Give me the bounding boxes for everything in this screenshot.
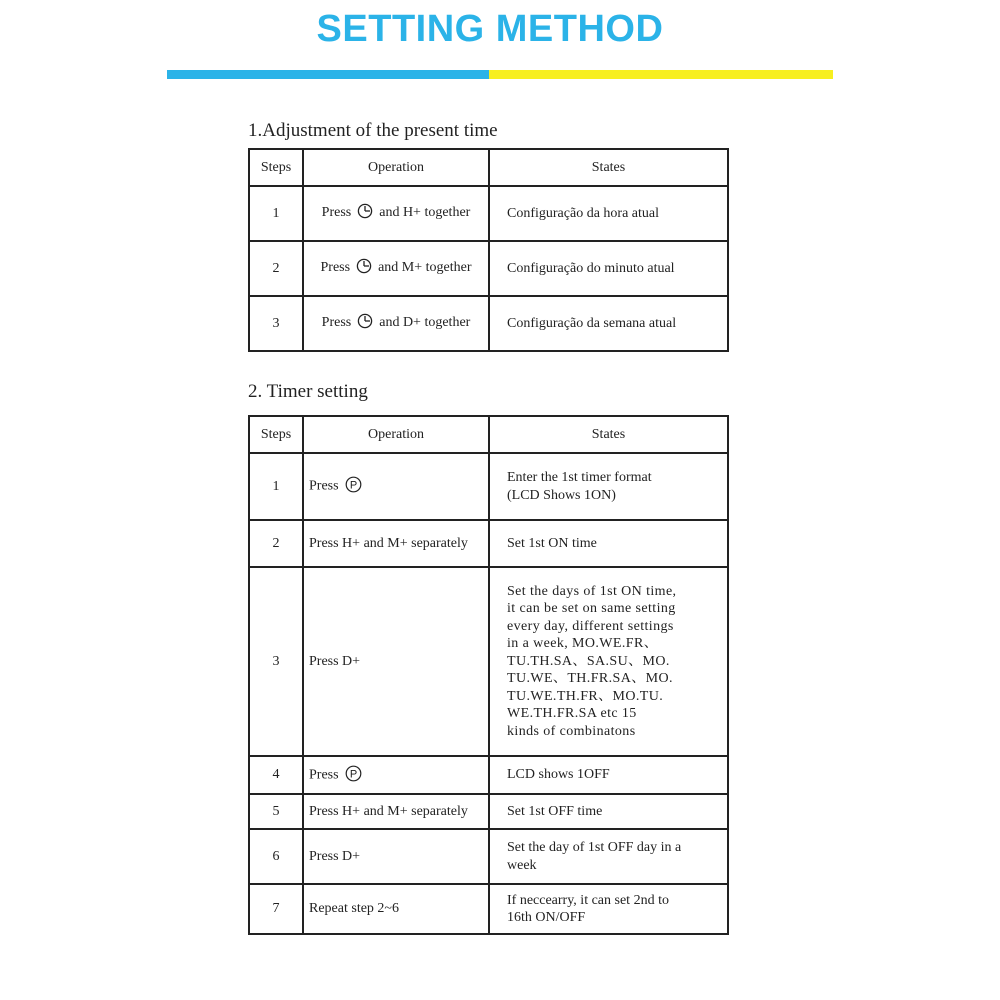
step-number: 5 [249,794,303,829]
state-cell: Configuração da hora atual [489,186,728,241]
header-states: States [489,149,728,186]
step-number: 3 [249,296,303,351]
step-number: 2 [249,520,303,567]
operation-cell [303,241,489,296]
state-cell: Configuração da semana atual [489,296,728,351]
state-cell: Set the day of 1st OFF day in a week [489,829,728,884]
svg-text:P: P [349,479,357,492]
table-row [249,186,728,241]
operation-cell [303,296,489,351]
operation-cell [303,453,489,520]
color-divider-bar [167,70,833,79]
operation-cell: Press H+ and M+ separately [303,794,489,829]
section-heading-timer-setting: 2. Timer setting [248,381,368,402]
clock-icon [357,313,373,329]
operation-suffix: and H+ together [379,205,471,221]
step-number: 3 [249,567,303,756]
operation-prefix: Press [321,315,352,331]
operation-cell: Repeat step 2~6 [303,884,489,934]
step-number: 2 [249,241,303,296]
operation-cell: Press H+ and M+ separately [303,520,489,567]
header-operation: Operation [303,149,489,186]
divider-blue-segment [167,70,489,79]
operation-prefix: Press [321,205,352,221]
table-row [249,241,728,296]
table-row [249,296,728,351]
clock-icon [356,258,372,274]
step-number: 7 [249,884,303,934]
operation-cell [303,756,489,794]
state-cell: LCD shows 1OFF [489,756,728,794]
operation-suffix: and D+ together [379,315,471,331]
table-row [249,520,728,567]
operation-prefix: Press [320,260,351,276]
state-cell: If neccearry, it can set 2nd to 16th ON/OFF [489,884,728,934]
page-title: SETTING METHOD [316,8,664,50]
step-number: 6 [249,829,303,884]
step-number: 4 [249,756,303,794]
table-header-row [249,149,728,186]
step-number: 1 [249,186,303,241]
p-button-icon [345,765,362,782]
timer-setting-table [248,415,729,935]
state-cell: Set 1st OFF time [489,794,728,829]
operation-cell: Press D+ [303,829,489,884]
state-cell: Configuração do minuto atual [489,241,728,296]
operation-cell: Press D+ [303,567,489,756]
header-steps: Steps [249,149,303,186]
table-row [249,794,728,829]
table-row [249,756,728,794]
table-header-row [249,416,728,453]
present-time-table [248,148,729,352]
table-row [249,829,728,884]
table-row [249,453,728,520]
operation-text: Press [309,767,339,783]
state-cell: Set the days of 1st ON time, it can be set on same setting every day, different settings in a week, MO.WE.FR、 TU.TH.SA、SA.SU、MO. TU.WE、TH.FR.SA、MO. TU.WE.TH.FR、MO.TU. WE.TH.FR.SA etc 15 kinds of combinatons [489,567,728,756]
section-heading-present-time: 1.Adjustment of the present time [248,120,498,141]
header-states: States [489,416,728,453]
operation-cell [303,186,489,241]
header-steps: Steps [249,416,303,453]
operation-text: Press [309,478,339,494]
table-row [249,567,728,756]
header-operation: Operation [303,416,489,453]
p-button-icon [345,476,362,493]
operation-suffix: and M+ together [378,260,472,276]
clock-icon [357,203,373,219]
state-cell: Enter the 1st timer format (LCD Shows 1ON) [489,453,728,520]
table-row [249,884,728,934]
state-cell: Set 1st ON time [489,520,728,567]
svg-text:P: P [349,767,357,780]
step-number: 1 [249,453,303,520]
divider-yellow-segment [489,70,833,79]
